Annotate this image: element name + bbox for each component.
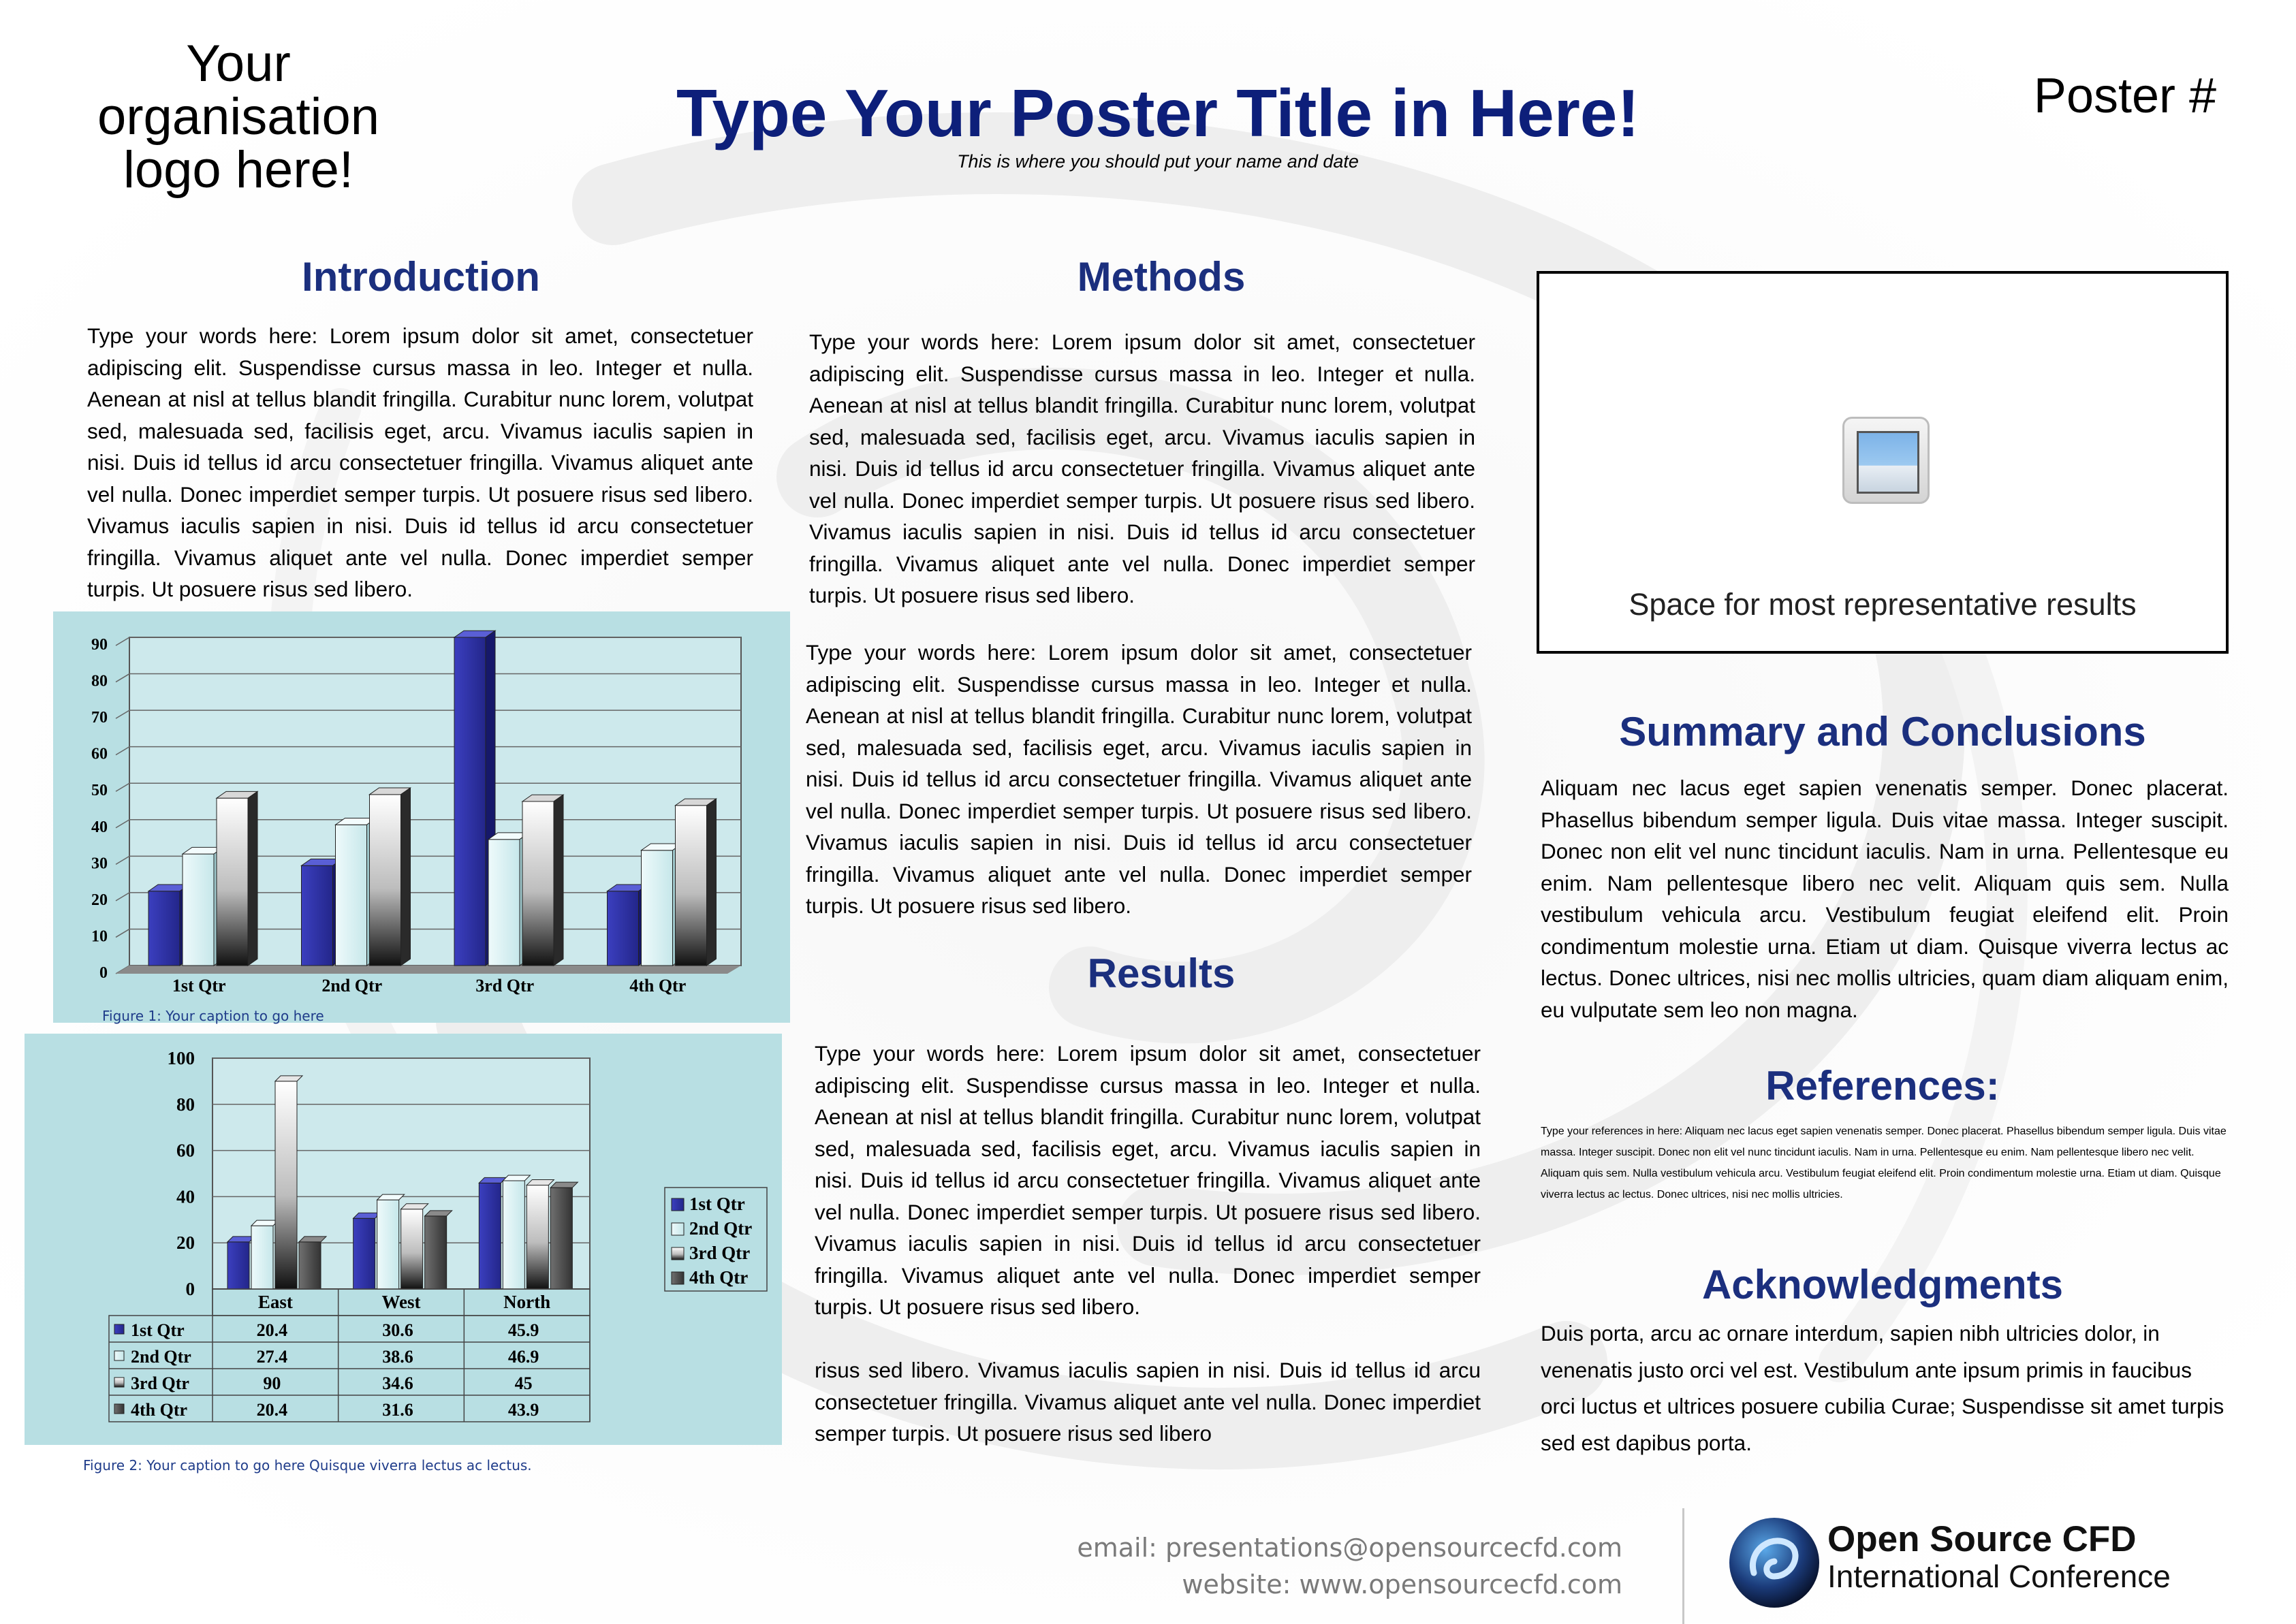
data-table-value: 43.9 <box>507 1400 539 1420</box>
x-tick-label: West <box>381 1292 421 1312</box>
data-table-legend-key <box>114 1351 124 1360</box>
bar-side <box>707 799 717 966</box>
x-tick-label: 3rd Qtr <box>475 976 535 996</box>
acknowledgments-heading: Acknowledgments <box>1701 1262 2064 1307</box>
bar <box>526 1185 548 1289</box>
figure-2-panel <box>25 1034 782 1445</box>
data-table-value: 27.4 <box>256 1347 288 1367</box>
data-table-legend-key <box>114 1324 124 1334</box>
conference-logo-icon <box>1727 1515 1822 1610</box>
bar <box>370 795 401 966</box>
bar <box>642 850 673 966</box>
legend-swatch <box>672 1198 684 1211</box>
figure-2-caption: Figure 2: Your caption to go here Quisque viverra lectus ac lectus. <box>83 1457 532 1474</box>
bar <box>353 1218 375 1289</box>
x-tick-label: North <box>503 1292 551 1312</box>
legend-swatch <box>672 1272 684 1284</box>
y-tick-label: 80 <box>91 672 108 690</box>
bar <box>454 637 486 966</box>
data-table-value: 46.9 <box>507 1347 539 1367</box>
legend-swatch <box>672 1223 684 1235</box>
y-tick-label: 40 <box>91 818 108 836</box>
legend-label: 4th Qtr <box>689 1267 749 1288</box>
legend-label: 3rd Qtr <box>689 1243 751 1263</box>
bar <box>479 1183 501 1289</box>
conference-name: Open Source CFD <box>1827 1519 2137 1559</box>
figure-1-caption: Figure 1: Your caption to go here <box>102 1008 324 1024</box>
data-table-value: 34.6 <box>382 1373 413 1393</box>
footer-divider <box>1682 1508 1684 1624</box>
results-text-1: Type your words here: Lorem ipsum dolor sit amet, consectetuer adipiscing elit. Suspendisse cursus massa in leo. Integer et nulla. Aenean at nisl at tellus blandit fringilla. Curabitur nunc lorem, volutpat sed, malesuada sed, facilisis eget, arcu. Vivamus iaculis sapien in nisi. Duis id tellus id arcu consectetuer fringilla. Vivamus aliquet ante vel nulla. Donec imperdiet semper turpis. Ut posuere risus sed libero. Vivamus iaculis sapien in nisi. Duis id tellus id arcu consectetuer fringilla. Vivamus aliquet ante vel nulla. Donec imperdiet semper turpis. Ut posuere risus sed libero. <box>815 1041 1481 1319</box>
grid-line-depth <box>116 747 129 755</box>
poster-number: Poster # <box>2033 69 2217 123</box>
y-tick-label: 0 <box>99 964 108 982</box>
bar-side <box>248 791 257 966</box>
bar <box>299 1242 321 1289</box>
bar <box>425 1216 447 1289</box>
acknowledgments-text: Duis porta, arcu ac ornare interdum, sapien nibh ultricies dolor, in venenatis justo orci vel est. Vestibulum ante ipsum primis in faucibus orci luctus et ultrices posuere cubilia Curae; Suspendisse sit amet turpis sed est dapibus porta. <box>1541 1321 2224 1455</box>
data-table-value: 20.4 <box>256 1320 288 1340</box>
grid-line-depth <box>116 856 129 864</box>
author-and-date: This is where you should put your name and date <box>957 151 1359 172</box>
methods-text-1: Type your words here: Lorem ipsum dolor sit amet, consectetuer adipiscing elit. Suspendisse cursus massa in leo. Integer et nulla. Aenean at nisl at tellus blandit fringilla. Curabitur nunc lorem, volutpat sed, malesuada sed, facilisis eget, arcu. Vivamus iaculis sapien in nisi. Duis id tellus id arcu consectetuer fringilla. Vivamus aliquet ante vel nulla. Donec imperdiet semper turpis. Ut posuere risus sed libero. Vivamus iaculis sapien in nisi. Duis id tellus id arcu consectetuer fringilla. Vivamus aliquet ante vel nulla. Donec imperdiet semper turpis. Ut posuere risus sed libero. <box>809 330 1475 607</box>
representative-results-label: Space for most representative results <box>1629 587 2137 622</box>
y-tick-label: 50 <box>91 782 108 800</box>
bar <box>401 1209 423 1289</box>
y-tick-label: 80 <box>176 1094 195 1115</box>
image-placeholder-icon <box>1842 417 1930 504</box>
results-heading: Results <box>1087 951 1236 996</box>
data-table-value: 38.6 <box>382 1347 413 1367</box>
bar <box>336 825 367 966</box>
y-tick-label: 60 <box>91 745 108 763</box>
footer-email: email: presentations@opensourcecfd.com <box>1077 1533 1622 1563</box>
legend-swatch <box>672 1247 684 1260</box>
introduction-text: Type your words here: Lorem ipsum dolor sit amet, consectetuer adipiscing elit. Suspendisse cursus massa in leo. Integer et nulla. Aenean at nisl at tellus blandit fringilla. Curabitur nunc lorem, volutpat sed, malesuada sed, facilisis eget, arcu. Vivamus iaculis sapien in nisi. Duis id tellus id arcu consectetuer fringilla. Vivamus aliquet ante vel nulla. Donec imperdiet semper turpis. Ut posuere risus sed libero. Vivamus iaculis sapien in nisi. Duis id tellus id arcu consectetuer fringilla. Vivamus aliquet ante vel nulla. Donec imperdiet semper turpis. Ut posuere risus sed libero. <box>87 323 753 601</box>
grid-line-depth <box>116 674 129 682</box>
bar <box>503 1181 524 1289</box>
data-table-value: 90 <box>263 1373 281 1393</box>
data-table-series-label: 3rd Qtr <box>131 1373 189 1393</box>
figure-2-chart <box>25 1034 782 1445</box>
bar <box>275 1081 297 1289</box>
x-tick-label: 2nd Qtr <box>321 976 383 996</box>
figure-1-chart <box>53 611 790 1023</box>
x-tick-label: 1st Qtr <box>172 976 226 996</box>
data-table-legend-key <box>114 1378 124 1387</box>
data-table-value: 20.4 <box>256 1400 288 1420</box>
y-tick-label: 60 <box>176 1140 195 1161</box>
methods-heading: Methods <box>1077 254 1246 300</box>
x-tick-label: East <box>257 1292 293 1312</box>
grid-line-depth <box>116 710 129 718</box>
data-table-series-label: 2nd Qtr <box>131 1347 191 1367</box>
results-text-2: risus sed libero. Vivamus iaculis sapien in nisi. Duis id tellus id arcu consectetuer fringilla. Vivamus aliquet ante vel nulla. Donec imperdiet semper turpis. Ut posuere risus sed libero <box>815 1358 1481 1446</box>
grid-line-depth <box>116 783 129 791</box>
introduction-heading: Introduction <box>302 254 540 300</box>
y-tick-label: 100 <box>167 1048 195 1068</box>
bar <box>676 806 707 966</box>
y-tick-label: 70 <box>91 709 108 727</box>
y-tick-label: 20 <box>176 1232 195 1254</box>
x-tick-label: 4th Qtr <box>629 976 687 996</box>
bar <box>488 840 520 966</box>
representative-results-box <box>1537 271 2229 654</box>
data-table-value: 30.6 <box>382 1320 413 1340</box>
bar <box>302 865 333 966</box>
legend-label: 2nd Qtr <box>689 1218 753 1239</box>
organisation-logo-placeholder: Your organisation logo here! <box>97 35 380 199</box>
grid-line-depth <box>116 893 129 901</box>
data-table-series-label: 4th Qtr <box>131 1400 188 1420</box>
grid-line-depth <box>116 637 129 646</box>
floor <box>116 966 741 974</box>
data-table-legend-key <box>114 1404 124 1414</box>
summary-text: Aliquam nec lacus eget sapien venenatis semper. Donec placerat. Phasellus bibendum semper ligula. Duis vitae massa. Integer suscipit. Donec non elit vel nunc tincidunt iaculis. Nam in urna. Pellentesque eu enim. Nam pellentesque libero nec velit. Aliquam quis sem. Nulla vestibulum vehicula arcu. Vestibulum feugiat eleifend elit. Proin condimentum molestie urna. Etiam ut diam. Quisque viverra lectus ac lectus. Donec ultrices, nisi nec mollis ultricies, quam diam aliquam enim, eu vulputate sem leo non magna. <box>1541 776 2229 1022</box>
y-tick-label: 90 <box>91 636 108 654</box>
y-tick-label: 0 <box>185 1279 195 1299</box>
methods-text-2: Type your words here: Lorem ipsum dolor sit amet, consectetuer adipiscing elit. Suspendisse cursus massa in leo. Integer et nulla. Aenean at nisl at tellus blandit fringilla. Curabitur nunc lorem, volutpat sed, malesuada sed, facilisis eget, arcu. Vivamus iaculis sapien in nisi. Duis id tellus id arcu consectetuer fringilla. Vivamus aliquet ante vel nulla. Donec imperdiet semper turpis. Ut posuere risus sed libero. Vivamus iaculis sapien in nisi. Duis id tellus id arcu consectetuer fringilla. Vivamus aliquet ante vel nulla. Donec imperdiet semper turpis. Ut posuere risus sed libero. <box>806 640 1472 918</box>
grid-line-depth <box>116 929 129 937</box>
bar <box>377 1200 399 1289</box>
y-tick-label: 20 <box>91 891 108 909</box>
legend-label: 1st Qtr <box>689 1194 745 1214</box>
data-table-value: 45 <box>514 1373 533 1393</box>
summary-heading: Summary and Conclusions <box>1619 709 2146 754</box>
references-heading: References: <box>1765 1063 2000 1109</box>
bar-side <box>401 788 411 966</box>
data-table-series-label: 1st Qtr <box>131 1320 185 1340</box>
y-tick-label: 30 <box>91 855 108 873</box>
data-table-value: 45.9 <box>507 1320 539 1340</box>
bar <box>217 798 248 966</box>
figure-1-panel <box>53 611 790 1023</box>
y-tick-label: 10 <box>91 927 108 946</box>
bar <box>183 854 214 966</box>
footer-website: website: www.opensourcecfd.com <box>1182 1570 1622 1599</box>
bar <box>550 1188 572 1289</box>
bar-side <box>554 795 563 966</box>
bar <box>251 1226 273 1289</box>
bar <box>608 891 639 966</box>
data-table-value: 31.6 <box>382 1400 413 1420</box>
poster-title: Type Your Poster Title in Here! <box>676 76 1640 150</box>
conference-subtitle: International Conference <box>1827 1559 2171 1594</box>
y-tick-label: 40 <box>176 1186 195 1207</box>
bar <box>148 891 180 966</box>
bar <box>522 801 554 966</box>
grid-line-depth <box>116 820 129 828</box>
references-text: Type your references in here: Aliquam nec lacus eget sapien venenatis semper. Donec placerat. Phasellus bibendum semper ligula. Duis vitae massa. Integer suscipit. Donec non elit vel nunc tincidunt iaculis. Nam in urna. Pellentesque eu enim. Nam pellentesque libero nec velit. Aliquam quis sem. Nulla vestibulum vehicula arcu. Vestibulum feugiat eleifend elit. Proin condimentum molestie urna. Etiam ut diam. Quisque viverra lectus ac lectus. Donec ultrices, nisi nec mollis ultricies. <box>1541 1126 2227 1200</box>
bar <box>227 1242 249 1289</box>
